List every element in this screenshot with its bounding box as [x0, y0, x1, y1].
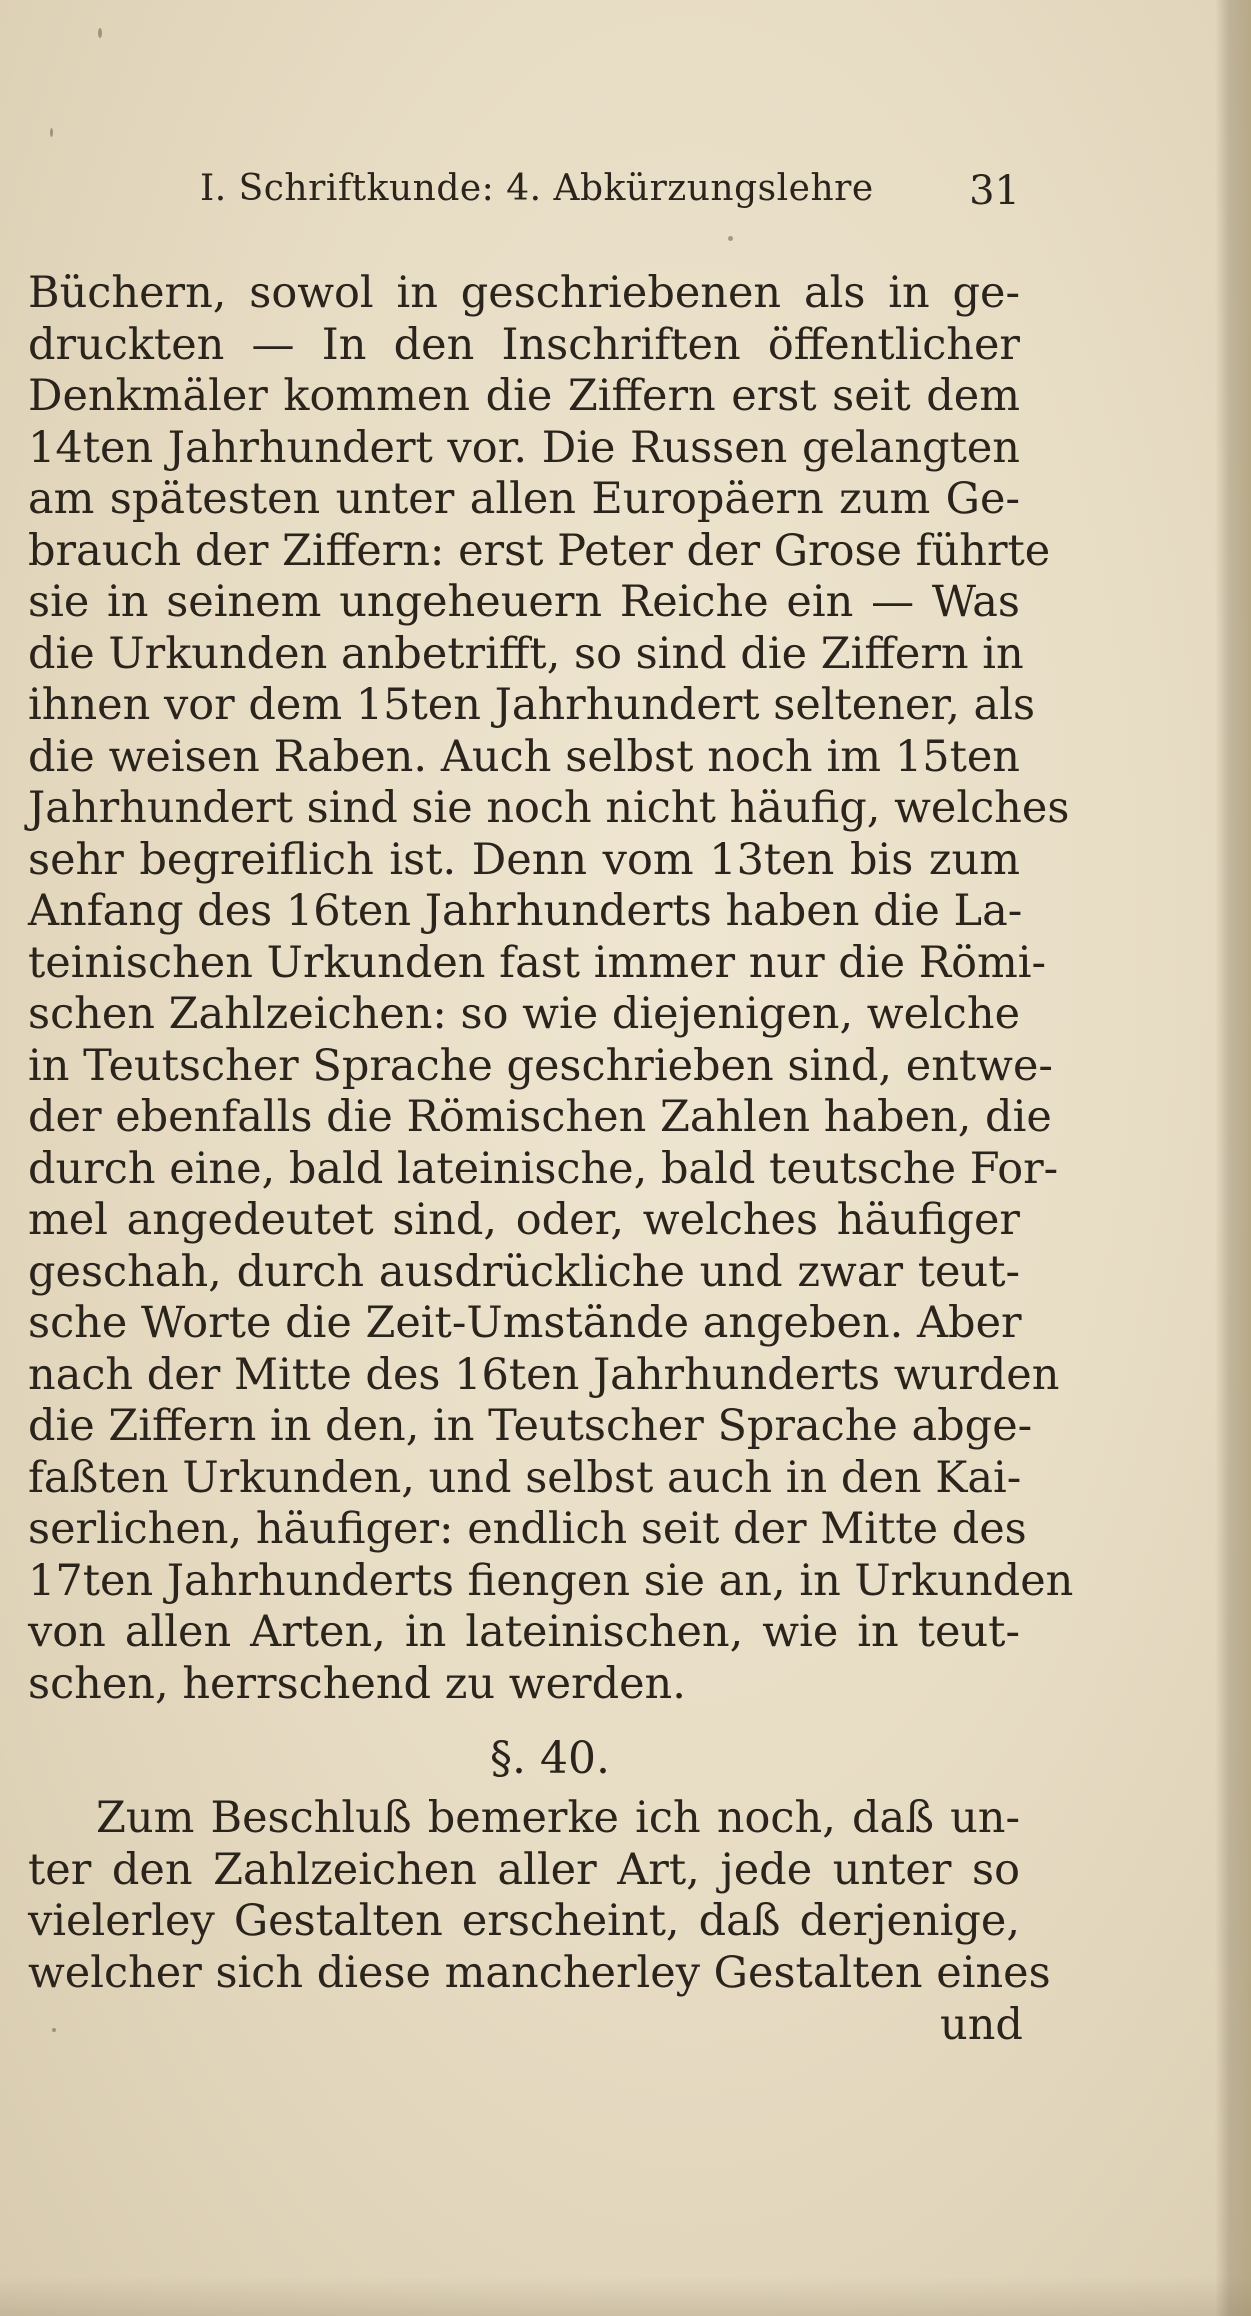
body-text-2 — [28, 1793, 1051, 1999]
text-line: schen, herrschend zu werden. — [28, 1658, 686, 1709]
text-line: am spätesten unter allen Europäern zum Ge- — [28, 474, 1020, 524]
section-heading: §. 40. — [490, 1733, 610, 1784]
text-line: Büchern, sowol in geschriebenen als in ge- — [28, 268, 1020, 318]
paper-speck — [728, 236, 733, 241]
text-line: vielerley Gestalten erscheint, daß derjenige, — [28, 1896, 1020, 1946]
page-header — [200, 168, 1020, 228]
text-line: schen Zahlzeichen: so wie diejenigen, welche — [28, 989, 1021, 1039]
text-line: Zum Beschluß bemerke ich noch, daß un- — [96, 1793, 1020, 1843]
paper-speck — [52, 2028, 56, 2032]
text-line: durch eine, bald lateinische, bald teutsche For- — [28, 1143, 1059, 1194]
catchword: und — [940, 2000, 1023, 2050]
text-line: welcher sich diese mancherley Gestalten eines — [28, 1947, 1051, 1998]
text-line: sehr begreiflich ist. Denn vom 13ten bis zum — [28, 834, 1020, 885]
body-text — [28, 268, 1074, 1710]
text-line: teinischen Urkunden fast immer nur die Römi- — [28, 937, 1047, 988]
text-line: brauch der Ziffern: erst Peter der Grose führte — [28, 525, 1051, 576]
text-line: nach der Mitte des 16ten Jahrhunderts wurden — [28, 1349, 1060, 1400]
text-line: mel angedeutet sind, oder, welches häufiger — [28, 1195, 1020, 1245]
text-line: serlichen, häufiger: endlich seit der Mitte des — [28, 1504, 1027, 1554]
text-line: die Ziffern in den, in Teutscher Sprache abge- — [28, 1401, 1033, 1451]
text-line: faßten Urkunden, und selbst auch in den Kai- — [28, 1452, 1022, 1503]
text-line: sie in seinem ungeheuern Reiche ein — Was — [28, 577, 1020, 627]
page-number: 31 — [969, 168, 1020, 214]
text-line: 17ten Jahrhunderts fiengen sie an, in Urkunden — [28, 1555, 1074, 1606]
text-line: geschah, durch ausdrückliche und zwar teut- — [28, 1246, 1020, 1297]
text-line: ter den Zahlzeichen aller Art, jede unter so — [28, 1844, 1020, 1895]
text-line: der ebenfalls die Römischen Zahlen haben, die — [28, 1092, 1052, 1142]
page-bottom-shadow — [0, 2276, 1251, 2316]
text-line: sche Worte die Zeit-Umstände angeben. Aber — [28, 1298, 1022, 1348]
text-line: Anfang des 16ten Jahrhunderts haben die La- — [28, 886, 1023, 936]
paper-speck — [98, 28, 102, 38]
text-line: Jahrhundert sind sie noch nicht häufig, welches — [28, 783, 1070, 833]
text-line: die Urkunden anbetrifft, so sind die Ziffern in — [28, 628, 1024, 679]
page-edge-shadow — [1215, 0, 1251, 2316]
running-head: I. Schriftkunde: 4. Abkürzungslehre — [200, 168, 874, 209]
text-line: in Teutscher Sprache geschrieben sind, entwe- — [28, 1040, 1053, 1091]
text-line: druckten — In den Inschriften öffentlicher — [28, 319, 1020, 370]
text-line: von allen Arten, in lateinischen, wie in teut- — [28, 1607, 1020, 1657]
text-line: 14ten Jahrhundert vor. Die Russen gelangten — [28, 422, 1020, 473]
text-line: die weisen Raben. Auch selbst noch im 15ten — [28, 731, 1020, 782]
paper-speck — [50, 128, 53, 137]
text-line: Denkmäler kommen die Ziffern erst seit dem — [28, 371, 1020, 421]
text-line: ihnen vor dem 15ten Jahrhundert seltener, als — [28, 680, 1036, 730]
